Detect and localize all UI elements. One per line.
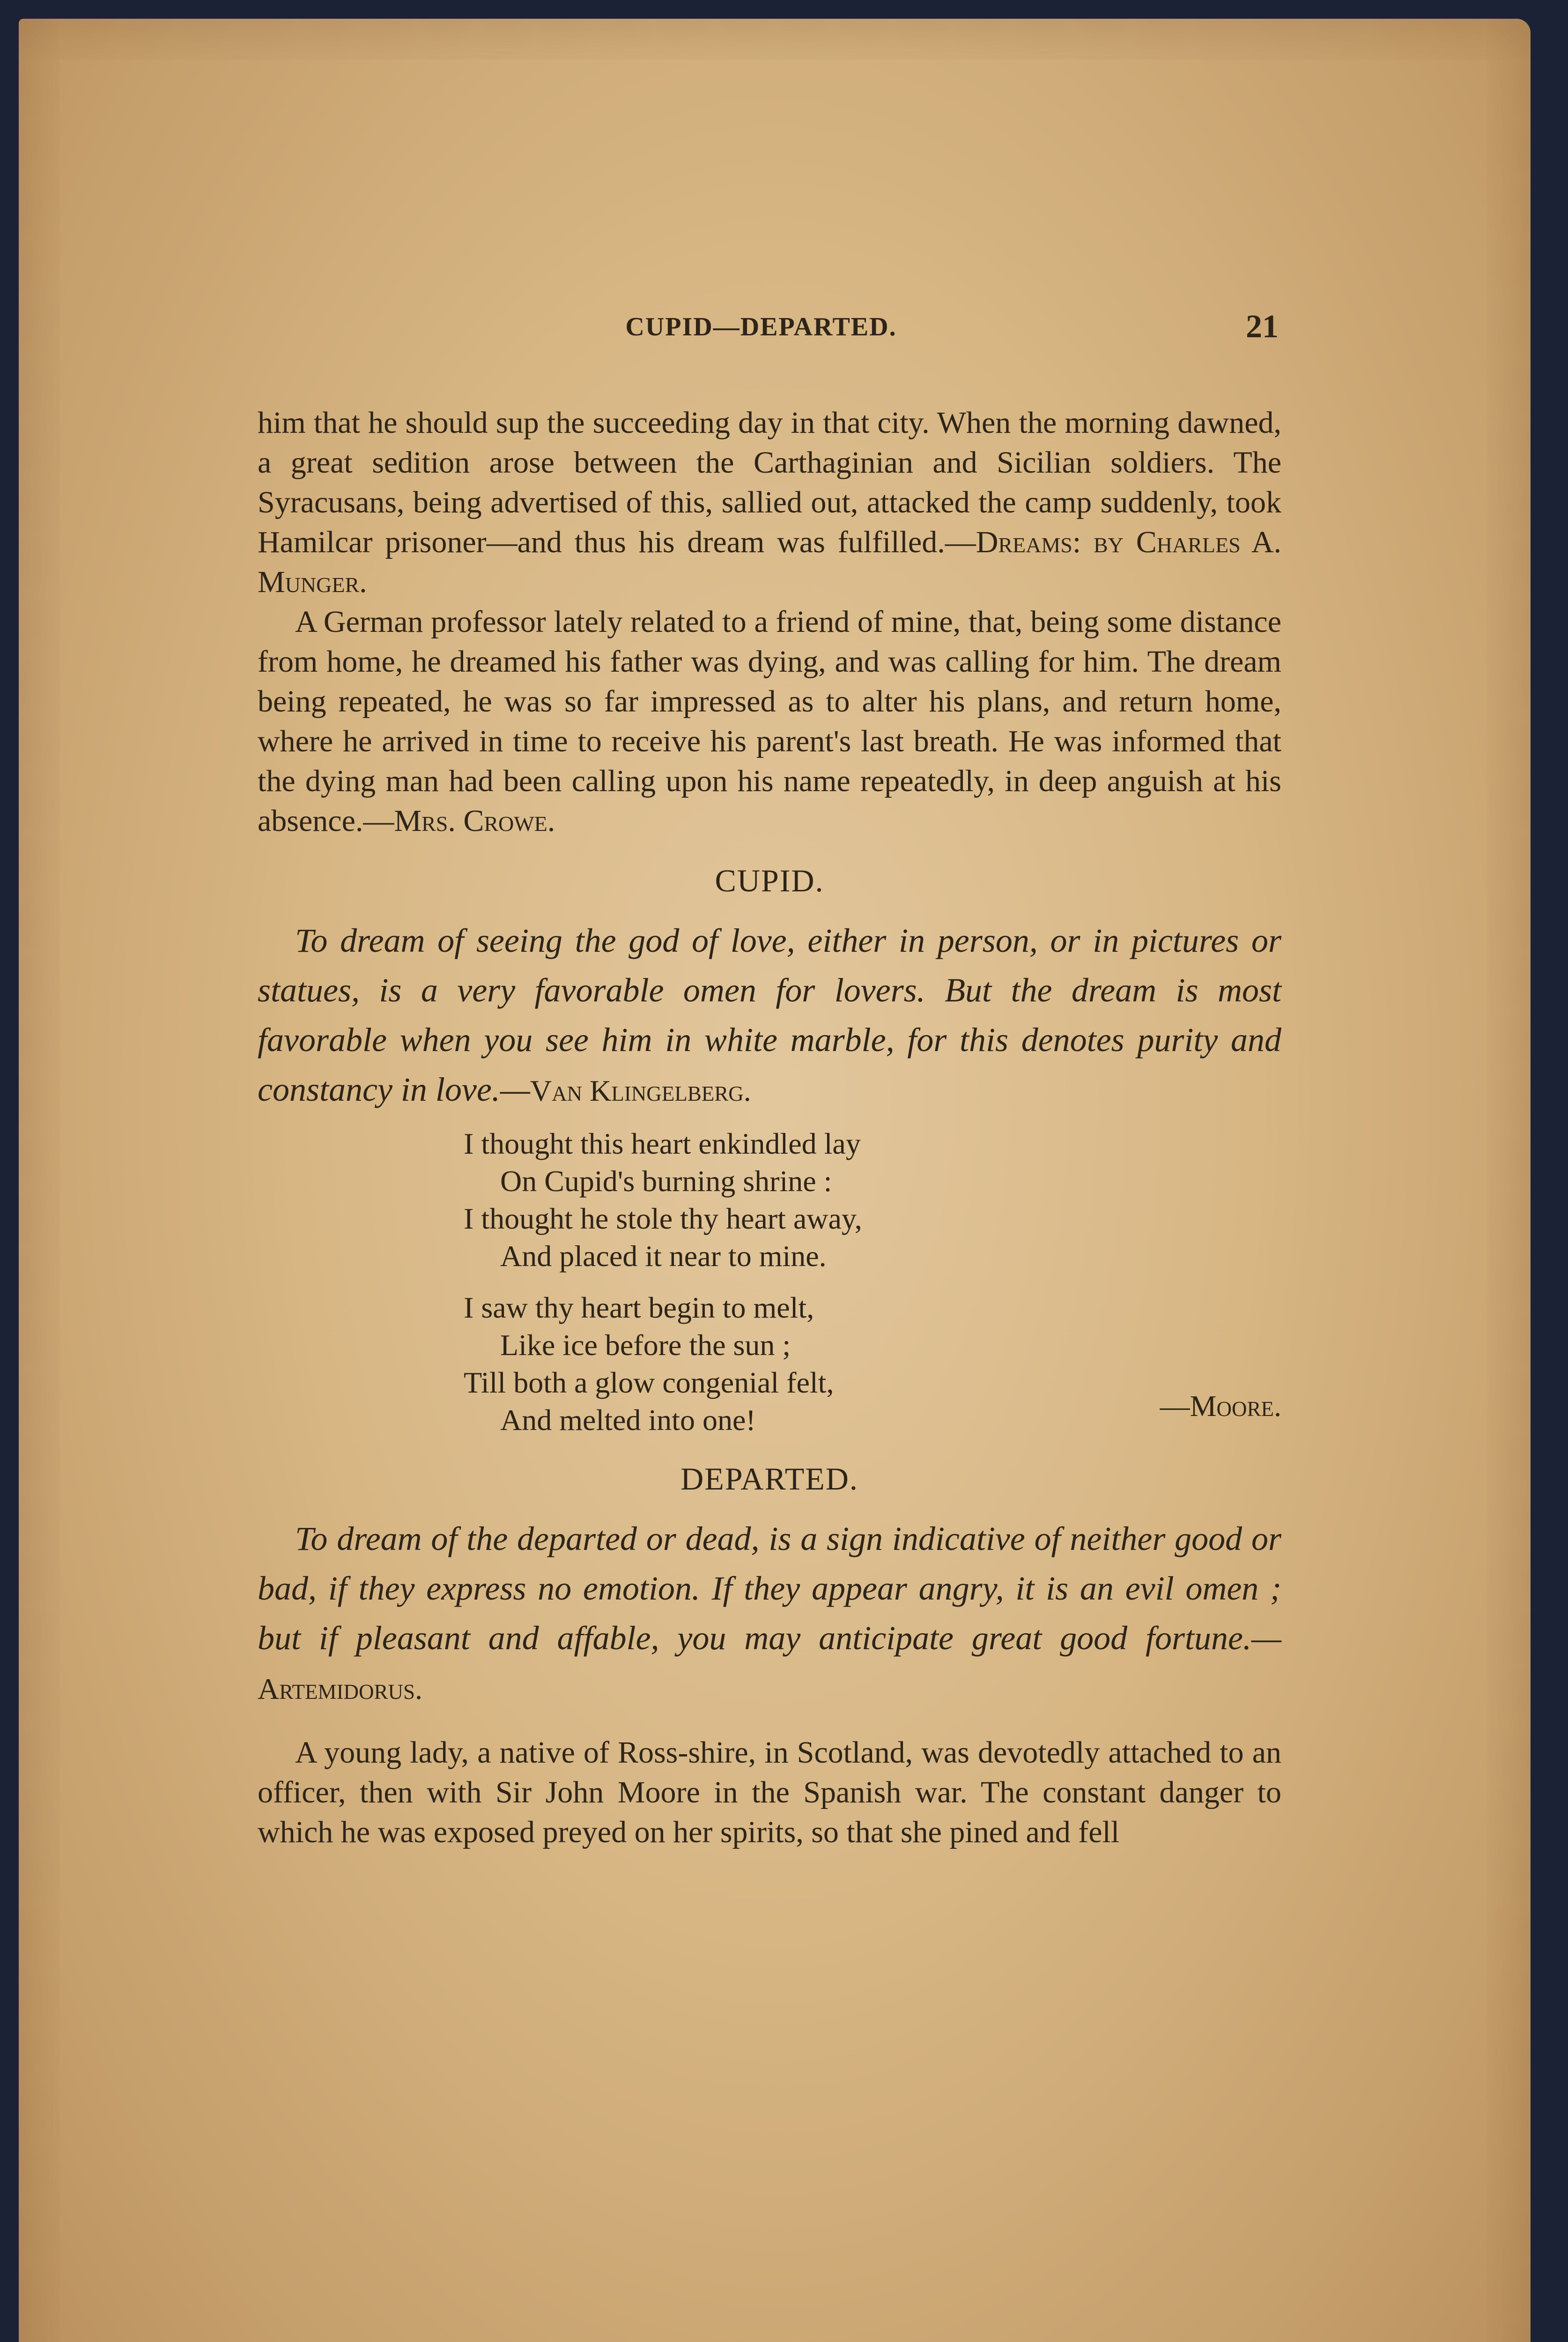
paragraph-text: A German professor lately related to a friend of mine, that, being some distance from home, he dreamed his father was dying, and was calling for him. The dream being repeated, he was so far impressed as to alter his plans, and return home, where he arrived in time to receive his parent's last breath. He was informed that the dying man had been calling upon his name repeatedly, in deep anguish at his absence.—	[258, 605, 1281, 838]
poem-line: And melted into one!	[500, 1403, 756, 1437]
section-title-cupid: CUPID.	[715, 863, 824, 898]
paragraph-text: him that he should sup the succeeding day in that city. When the morning dawned, a great sedition arose between the Carthaginian and Sicilian soldiers. The Syracusans, being advertised of this, sallied out, attacked the camp suddenly, took Hamilcar prisoner—and thus his dream was fulfilled.—	[258, 406, 1281, 559]
poem-line: I thought this heart enkindled lay	[464, 1127, 861, 1160]
poem-line: Like ice before the sun ;	[500, 1328, 791, 1362]
paragraph-german-professor	[258, 602, 1281, 841]
poem-stanza-1	[464, 1125, 1281, 1275]
attribution-moore: —Moore.	[1160, 1389, 1281, 1423]
paragraph-hamilcar	[258, 403, 1281, 602]
book-page	[19, 19, 1531, 2342]
poem-line: On Cupid's burning shrine :	[500, 1164, 832, 1198]
poem-line: Till both a glow congenial felt,	[464, 1366, 834, 1399]
paragraph-young-lady: A young lady, a native of Ross-shire, in Scotland, was devotedly attached to an officer, then with Sir John Moore in the Spanish war. The constant danger to which he was exposed preyed on her spirits, so that she pined and fell	[258, 1735, 1281, 1849]
poem-stanza-2	[464, 1289, 1281, 1439]
cupid-definition-text: To dream of seeing the god of love, either in person, or in pictures or statues, is a very favorable omen for lovers. But the dream is most favorable when you see him in white marble, for this denotes purity and constancy in love.—	[258, 922, 1281, 1108]
attribution-crowe: Mrs. Crowe.	[394, 804, 555, 838]
spacer	[258, 1714, 1281, 1733]
running-head: CUPID—DEPARTED.	[625, 312, 897, 341]
page-number: 21	[1246, 309, 1279, 345]
departed-definition-text: To dream of the departed or dead, is a sign indicative of neither good or bad, if they express no emotion. If they appear angry, it is an evil omen ; but if pleasant and affable, you may anticipate great good fortune.—	[258, 1520, 1281, 1657]
poem-line: I saw thy heart begin to melt,	[464, 1291, 814, 1324]
poem	[464, 1125, 1281, 1439]
section-title-departed: DEPARTED.	[680, 1461, 858, 1497]
poem-line: And placed it near to mine.	[500, 1239, 827, 1273]
text-column	[258, 403, 1281, 1852]
page-header	[244, 304, 1279, 350]
attribution-artemidorus: Artemidorus.	[258, 1672, 423, 1705]
poem-line: I thought he stole thy heart away,	[464, 1202, 862, 1235]
cupid-definition	[258, 916, 1281, 1116]
attribution-klingelberg: Van Klingelberg.	[530, 1074, 751, 1107]
departed-definition	[258, 1514, 1281, 1714]
attribution-munger: Dreams: by Charles A. Munger.	[258, 525, 1281, 599]
